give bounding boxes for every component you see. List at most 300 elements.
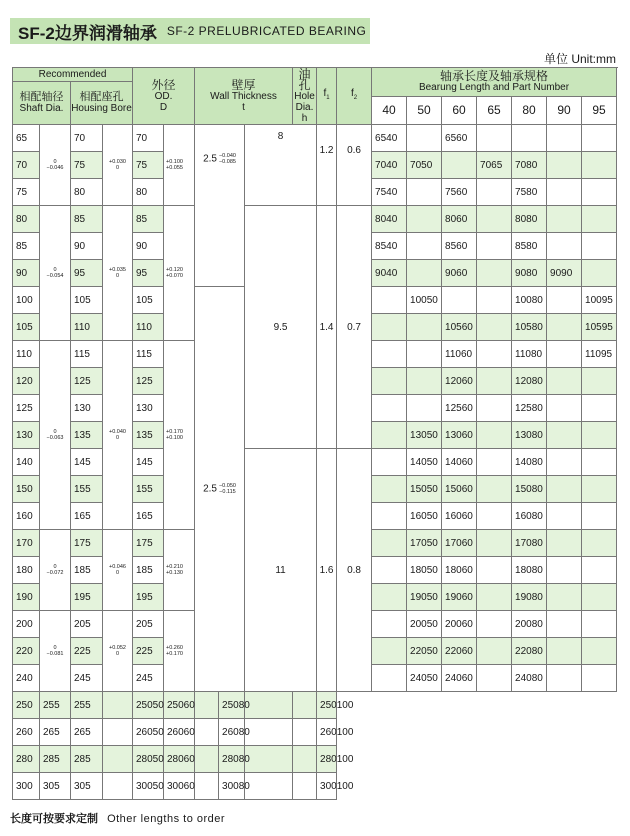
part-number-80: 9080	[512, 260, 547, 287]
outer-dia: 135	[133, 422, 164, 449]
part-number-90	[547, 179, 582, 206]
part-number-60: 8060	[442, 206, 477, 233]
shaft-dia: 150	[13, 476, 40, 503]
f2-value: 0.6	[337, 125, 372, 206]
part-number-80: 12080	[512, 368, 547, 395]
title-en: SF-2 PRELUBRICATED BEARING	[166, 24, 367, 38]
part-number-50: 14050	[407, 449, 442, 476]
hole-dia: 9.5	[245, 206, 317, 449]
part-number-60: 24060	[442, 665, 477, 692]
part-number-100: 300100	[317, 773, 337, 800]
part-number-95	[582, 611, 617, 638]
shaft-dia: 80	[13, 206, 40, 233]
part-number-40	[103, 773, 133, 800]
housing-bore: 175	[71, 530, 103, 557]
unit-label: 单位 Unit:mm	[543, 52, 616, 66]
length-col-60: 60	[442, 97, 477, 125]
part-number-80: 19080	[512, 584, 547, 611]
housing-bore: 75	[71, 152, 103, 179]
part-number-80: 30080	[219, 773, 245, 800]
part-number-65	[477, 368, 512, 395]
outer-dia: 225	[133, 638, 164, 665]
outer-dia: 305	[71, 773, 103, 800]
part-number-50: 10050	[407, 287, 442, 314]
housing-bore: 110	[71, 314, 103, 341]
part-number-80: 25080	[219, 692, 245, 719]
part-number-65	[195, 719, 219, 746]
f1-value: 1.2	[317, 125, 337, 206]
outer-dia: 175	[133, 530, 164, 557]
housing-bore: 155	[71, 476, 103, 503]
part-number-40: 9040	[372, 260, 407, 287]
part-number-90	[547, 287, 582, 314]
shaft-dia: 200	[13, 611, 40, 638]
part-number-90	[547, 476, 582, 503]
part-number-50	[407, 125, 442, 152]
part-number-40	[103, 719, 133, 746]
bore-tolerance: +0.035 0	[103, 206, 133, 341]
length-col-90: 90	[547, 97, 582, 125]
housing-bore: 185	[71, 557, 103, 584]
part-number-40	[372, 638, 407, 665]
shaft-dia: 110	[13, 341, 40, 368]
housing-bore: 225	[71, 638, 103, 665]
outer-dia: 285	[71, 746, 103, 773]
part-number-65	[477, 422, 512, 449]
part-number-95	[582, 557, 617, 584]
part-number-95	[582, 665, 617, 692]
od-tolerance: +0.260 +0.170	[164, 611, 195, 692]
shaft-dia: 75	[13, 179, 40, 206]
length-col-65: 65	[477, 97, 512, 125]
part-number-90	[547, 152, 582, 179]
part-number-65	[195, 692, 219, 719]
f1-value: 1.6	[317, 449, 337, 692]
bearing-table-wrapper	[12, 67, 616, 800]
part-number-90	[245, 692, 293, 719]
part-number-60: 19060	[442, 584, 477, 611]
housing-bore: 115	[71, 341, 103, 368]
part-number-40: 8040	[372, 206, 407, 233]
part-number-90	[547, 206, 582, 233]
outer-dia: 130	[133, 395, 164, 422]
part-number-65	[477, 341, 512, 368]
shaft-dia: 70	[13, 152, 40, 179]
housing-bore: 135	[71, 422, 103, 449]
hole-dia: 8	[245, 125, 317, 206]
part-number-80: 10080	[512, 287, 547, 314]
part-number-90	[547, 314, 582, 341]
outer-dia: 205	[133, 611, 164, 638]
od-en: OD.	[154, 90, 173, 102]
bore-tolerance: +0.052 0	[103, 611, 133, 692]
table-row	[13, 206, 617, 233]
length-col-95: 95	[582, 97, 617, 125]
wall-value: 2.5	[203, 153, 217, 165]
title-cn: SF-2边界润滑轴承	[18, 23, 157, 43]
table-row	[13, 746, 617, 773]
part-number-65	[477, 395, 512, 422]
part-number-90	[547, 422, 582, 449]
part-number-60: 9060	[442, 260, 477, 287]
part-number-50	[407, 206, 442, 233]
part-number-95	[582, 422, 617, 449]
part-number-95	[293, 692, 317, 719]
outer-dia: 255	[71, 692, 103, 719]
part-number-90	[547, 233, 582, 260]
part-number-40	[372, 395, 407, 422]
part-number-60	[442, 287, 477, 314]
outer-dia: 105	[133, 287, 164, 314]
part-number-80: 17080	[512, 530, 547, 557]
od-tolerance: +0.170 +0.100	[164, 341, 195, 530]
part-number-65	[477, 314, 512, 341]
part-number-50: 25050	[133, 692, 164, 719]
part-number-40	[372, 314, 407, 341]
part-number-95	[582, 260, 617, 287]
part-number-40	[372, 287, 407, 314]
part-number-90	[547, 665, 582, 692]
part-number-95	[582, 233, 617, 260]
od-symbol: D	[159, 101, 168, 113]
part-number-80: 18080	[512, 557, 547, 584]
part-number-60: 28060	[164, 746, 195, 773]
hole-en: Hole Dia.	[294, 90, 315, 113]
part-number-80: 14080	[512, 449, 547, 476]
outer-dia: 115	[133, 341, 164, 368]
od-tolerance: +0.210 +0.130	[164, 530, 195, 611]
shaft-dia: 105	[13, 314, 40, 341]
part-number-50	[407, 341, 442, 368]
part-number-80: 24080	[512, 665, 547, 692]
part-number-90	[547, 341, 582, 368]
part-number-50	[407, 179, 442, 206]
f2-value: 0.7	[337, 206, 372, 449]
part-number-65	[477, 179, 512, 206]
part-number-90	[547, 368, 582, 395]
part-number-60	[442, 152, 477, 179]
f2-value: 0.8	[337, 449, 372, 692]
outer-dia: 80	[133, 179, 164, 206]
part-number-40	[372, 557, 407, 584]
shaft-dia: 120	[13, 368, 40, 395]
housing-bore: 285	[40, 746, 71, 773]
part-number-95	[582, 395, 617, 422]
shaft-en: Shaft Dia.	[19, 103, 64, 114]
part-number-40	[103, 746, 133, 773]
shaft-dia: 250	[13, 692, 40, 719]
part-number-95	[582, 179, 617, 206]
part-number-80: 10580	[512, 314, 547, 341]
bore-tolerance: +0.040 0	[103, 341, 133, 530]
part-number-60: 25060	[164, 692, 195, 719]
outer-dia: 90	[133, 233, 164, 260]
part-number-90	[547, 503, 582, 530]
part-number-60: 7560	[442, 179, 477, 206]
part-number-60: 15060	[442, 476, 477, 503]
table-row	[13, 692, 617, 719]
f2-header: $f_2$	[337, 68, 372, 125]
part-number-80: 7580	[512, 179, 547, 206]
housing-bore: 130	[71, 395, 103, 422]
hole-symbol: h	[301, 112, 308, 124]
shaft-tolerance: 0 −0.072	[40, 530, 71, 611]
part-number-80: 26080	[219, 719, 245, 746]
length-en: Bearung Length and Part Number	[418, 82, 570, 93]
part-number-95	[293, 719, 317, 746]
part-number-50: 13050	[407, 422, 442, 449]
part-number-50	[407, 368, 442, 395]
housing-bore: 125	[71, 368, 103, 395]
part-number-60: 17060	[442, 530, 477, 557]
housing-bore: 105	[71, 287, 103, 314]
hole-cn: 油孔	[298, 66, 311, 92]
shaft-tolerance: 0 −0.063	[40, 341, 71, 530]
outer-dia: 165	[133, 503, 164, 530]
part-number-90	[547, 530, 582, 557]
outer-dia: 70	[133, 125, 164, 152]
part-number-80	[512, 125, 547, 152]
part-number-90	[547, 611, 582, 638]
length-col-50: 50	[407, 97, 442, 125]
bearing-table-body	[13, 125, 617, 800]
part-number-50	[407, 260, 442, 287]
part-number-90	[547, 584, 582, 611]
part-number-95: 11095	[582, 341, 617, 368]
bore-header	[71, 82, 133, 125]
wall-header	[195, 68, 293, 125]
recommended-header: Recommended	[13, 68, 133, 82]
hole-header	[293, 68, 317, 125]
shaft-header	[13, 82, 71, 125]
shaft-dia: 140	[13, 449, 40, 476]
part-number-65: 7065	[477, 152, 512, 179]
length-col-40: 40	[372, 97, 407, 125]
part-number-90	[547, 557, 582, 584]
housing-bore: 95	[71, 260, 103, 287]
housing-bore: 205	[71, 611, 103, 638]
part-number-50	[407, 233, 442, 260]
part-number-65	[477, 557, 512, 584]
part-number-65	[477, 584, 512, 611]
part-number-95	[582, 638, 617, 665]
part-number-65	[477, 476, 512, 503]
shaft-dia: 90	[13, 260, 40, 287]
part-number-65	[195, 746, 219, 773]
footer-en: Other lengths to order	[107, 813, 226, 825]
part-number-60: 13060	[442, 422, 477, 449]
part-number-50: 20050	[407, 611, 442, 638]
part-number-50	[407, 314, 442, 341]
housing-bore: 305	[40, 773, 71, 800]
wall-tolerance: −0.040 −0.085	[218, 153, 236, 165]
wall-thickness	[195, 287, 245, 692]
housing-bore: 145	[71, 449, 103, 476]
wall-en: Wall Thickness	[210, 90, 277, 102]
part-number-40: 8540	[372, 233, 407, 260]
part-number-95	[582, 530, 617, 557]
part-number-100: 280100	[317, 746, 337, 773]
part-number-90	[547, 638, 582, 665]
part-number-40	[372, 422, 407, 449]
housing-bore: 245	[71, 665, 103, 692]
part-number-50: 19050	[407, 584, 442, 611]
part-number-40: 7040	[372, 152, 407, 179]
outer-dia: 110	[133, 314, 164, 341]
part-number-40	[372, 665, 407, 692]
part-number-65	[477, 206, 512, 233]
hole-dia: 11	[245, 449, 317, 692]
part-number-80: 8080	[512, 206, 547, 233]
shaft-dia: 280	[13, 746, 40, 773]
f1-header: $f_1$	[317, 68, 337, 125]
shaft-dia: 180	[13, 557, 40, 584]
bore-en: Housing Bore	[71, 103, 132, 114]
outer-dia: 95	[133, 260, 164, 287]
part-number-60: 30060	[164, 773, 195, 800]
part-number-40	[372, 611, 407, 638]
part-number-60: 8560	[442, 233, 477, 260]
part-number-40: 6540	[372, 125, 407, 152]
part-number-40	[372, 503, 407, 530]
part-number-65	[477, 449, 512, 476]
length-header	[372, 68, 617, 97]
bore-cn: 相配座孔	[79, 91, 124, 103]
part-number-65	[477, 665, 512, 692]
housing-bore: 90	[71, 233, 103, 260]
part-number-90	[245, 719, 293, 746]
f1-value: 1.4	[317, 206, 337, 449]
part-number-50: 17050	[407, 530, 442, 557]
part-number-95	[582, 503, 617, 530]
length-col-80: 80	[512, 97, 547, 125]
part-number-50: 15050	[407, 476, 442, 503]
outer-dia: 75	[133, 152, 164, 179]
od-header	[133, 68, 195, 125]
part-number-65	[477, 260, 512, 287]
shaft-dia: 260	[13, 719, 40, 746]
part-number-90	[547, 449, 582, 476]
title-bar	[10, 18, 370, 44]
shaft-dia: 85	[13, 233, 40, 260]
outer-dia: 85	[133, 206, 164, 233]
part-number-95	[582, 368, 617, 395]
part-number-60: 26060	[164, 719, 195, 746]
part-number-40	[372, 341, 407, 368]
od-tolerance: +0.120 +0.070	[164, 206, 195, 341]
outer-dia: 125	[133, 368, 164, 395]
part-number-90: 9090	[547, 260, 582, 287]
part-number-60: 16060	[442, 503, 477, 530]
part-number-80: 16080	[512, 503, 547, 530]
part-number-60: 6560	[442, 125, 477, 152]
wall-value: 2.5	[203, 483, 217, 495]
shaft-dia: 300	[13, 773, 40, 800]
part-number-60: 12560	[442, 395, 477, 422]
footer-note	[10, 810, 225, 826]
part-number-60: 12060	[442, 368, 477, 395]
part-number-95	[582, 449, 617, 476]
shaft-dia: 220	[13, 638, 40, 665]
shaft-dia: 160	[13, 503, 40, 530]
shaft-dia: 240	[13, 665, 40, 692]
wall-thickness	[195, 125, 245, 287]
wall-symbol: t	[242, 101, 245, 113]
bore-tolerance: +0.046 0	[103, 530, 133, 611]
part-number-95	[293, 746, 317, 773]
part-number-40	[372, 449, 407, 476]
part-number-65	[477, 503, 512, 530]
housing-bore: 85	[71, 206, 103, 233]
part-number-95: 10595	[582, 314, 617, 341]
part-number-65	[477, 638, 512, 665]
part-number-80: 8580	[512, 233, 547, 260]
outer-dia: 265	[71, 719, 103, 746]
part-number-65	[195, 773, 219, 800]
shaft-tolerance: 0 −0.081	[40, 611, 71, 692]
part-number-60: 10560	[442, 314, 477, 341]
shaft-dia: 170	[13, 530, 40, 557]
part-number-80: 12580	[512, 395, 547, 422]
footer-cn: 长度可按要求定制	[10, 813, 98, 825]
part-number-95: 10095	[582, 287, 617, 314]
wall-cn: 壁厚	[231, 77, 256, 92]
length-cn: 轴承长度及轴承规格	[440, 69, 549, 83]
table-row	[13, 125, 617, 152]
part-number-40	[372, 368, 407, 395]
outer-dia: 145	[133, 449, 164, 476]
part-number-50: 18050	[407, 557, 442, 584]
bore-tolerance: +0.030 0	[103, 125, 133, 206]
outer-dia: 195	[133, 584, 164, 611]
shaft-dia: 100	[13, 287, 40, 314]
part-number-60: 14060	[442, 449, 477, 476]
part-number-40	[372, 530, 407, 557]
part-number-65	[477, 611, 512, 638]
shaft-dia: 190	[13, 584, 40, 611]
part-number-80: 7080	[512, 152, 547, 179]
part-number-80: 11080	[512, 341, 547, 368]
part-number-80: 15080	[512, 476, 547, 503]
part-number-95	[582, 206, 617, 233]
part-number-95	[582, 152, 617, 179]
part-number-80: 13080	[512, 422, 547, 449]
wall-tolerance: −0.050 −0.115	[218, 483, 236, 495]
part-number-90	[547, 125, 582, 152]
part-number-80: 22080	[512, 638, 547, 665]
part-number-50: 22050	[407, 638, 442, 665]
part-number-65	[477, 233, 512, 260]
part-number-50: 28050	[133, 746, 164, 773]
part-number-100: 260100	[317, 719, 337, 746]
od-cn: 外径	[151, 77, 176, 92]
part-number-100: 250100	[317, 692, 337, 719]
part-number-50: 16050	[407, 503, 442, 530]
part-number-60: 18060	[442, 557, 477, 584]
shaft-tolerance: 0 −0.046	[40, 125, 71, 206]
shaft-dia: 125	[13, 395, 40, 422]
part-number-95	[582, 476, 617, 503]
part-number-40	[372, 476, 407, 503]
od-tolerance: +0.100 +0.055	[164, 125, 195, 206]
housing-bore: 255	[40, 692, 71, 719]
housing-bore: 195	[71, 584, 103, 611]
part-number-40: 7540	[372, 179, 407, 206]
shaft-tolerance: 0 −0.054	[40, 206, 71, 341]
part-number-50: 26050	[133, 719, 164, 746]
part-number-65	[477, 125, 512, 152]
table-row	[13, 719, 617, 746]
